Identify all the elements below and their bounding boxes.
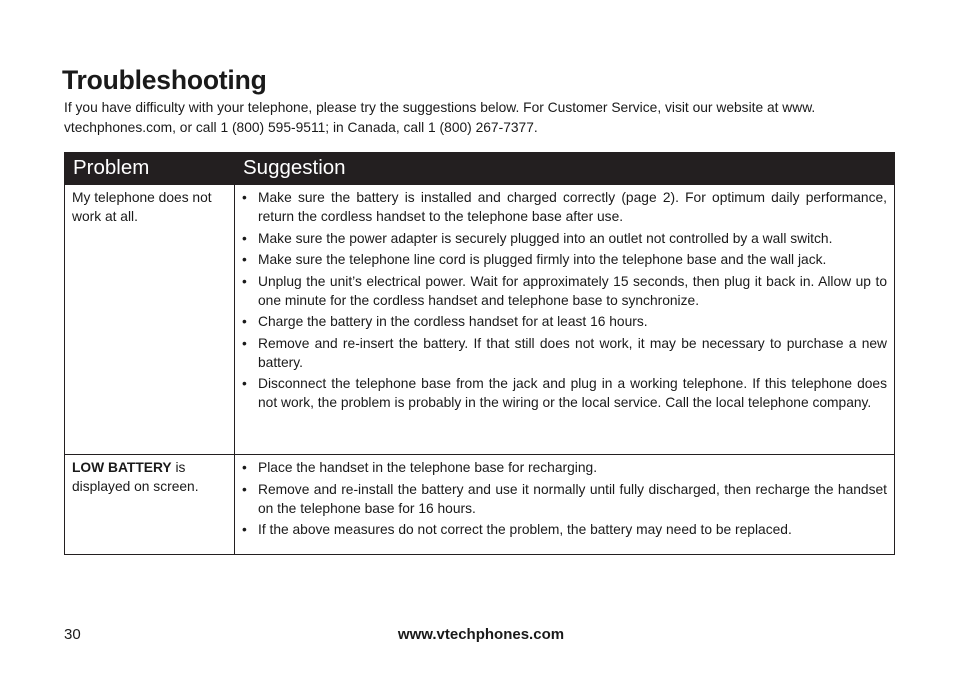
suggestion-item: • Disconnect the telephone base from the jack and plug in a working telephone. If this telephone does not work, the problem is probably in the wiring or the local service. Call the local telephone company.: [242, 374, 887, 412]
low-battery-label: LOW BATTERY: [72, 460, 172, 475]
page-title: Troubleshooting: [62, 65, 267, 95]
page-number: 30: [64, 626, 81, 643]
table-row: [65, 455, 895, 555]
suggestion-cell: [235, 455, 895, 555]
suggestion-item: • Remove and re-insert the battery. If that still does not work, it may be necessary to purchase a new battery.: [242, 334, 887, 372]
suggestion-item: • Charge the battery in the cordless handset for at least 16 hours.: [242, 312, 887, 331]
problem-text: displayed on screen.: [72, 479, 199, 494]
problem-cell: [65, 185, 235, 455]
problem-text: work at all.: [72, 209, 138, 224]
suggestion-item: • Remove and re-install the battery and use it normally until fully discharged, then recharge the handset on the telephone base for 16 hours.: [242, 480, 887, 518]
header-problem: Problem: [65, 152, 235, 185]
intro-text: [64, 98, 899, 138]
problem-cell: [65, 455, 235, 555]
problem-text-rest: is: [171, 460, 186, 475]
suggestion-item: • Place the handset in the telephone base for recharging.: [242, 458, 887, 477]
header-suggestion: Suggestion: [235, 152, 895, 185]
footer-url: www.vtechphones.com: [397, 626, 565, 643]
suggestion-list: [242, 188, 887, 412]
intro-line-2: vtechphones.com, or call 1 (800) 595-9511; in Canada, call 1 (800) 267-7377.: [64, 120, 538, 135]
suggestion-list: [242, 458, 887, 539]
table-row: [65, 185, 895, 455]
suggestion-cell: [235, 185, 895, 455]
problem-text: My telephone does not: [72, 190, 212, 205]
intro-line-1: If you have difficulty with your telephone, please try the suggestions below. For Customer Service, visit our website at www.: [64, 100, 816, 115]
suggestion-item: • Make sure the battery is installed and charged correctly (page 2). For optimum daily performance, return the cordless handset to the telephone base after use.: [242, 188, 887, 226]
troubleshooting-table: [64, 152, 895, 555]
suggestion-item: • Make sure the telephone line cord is plugged firmly into the telephone base and the wall jack.: [242, 250, 887, 269]
suggestion-item: • If the above measures do not correct the problem, the battery may need to be replaced.: [242, 520, 887, 539]
table-header-row: [65, 152, 895, 185]
suggestion-item: • Unplug the unit’s electrical power. Wait for approximately 15 seconds, then plug it back in. Allow up to one minute for the cordless handset and telephone base to synchronize.: [242, 272, 887, 310]
problem-text: [72, 458, 230, 477]
suggestion-item: • Make sure the power adapter is securely plugged into an outlet not controlled by a wall switch.: [242, 229, 887, 248]
